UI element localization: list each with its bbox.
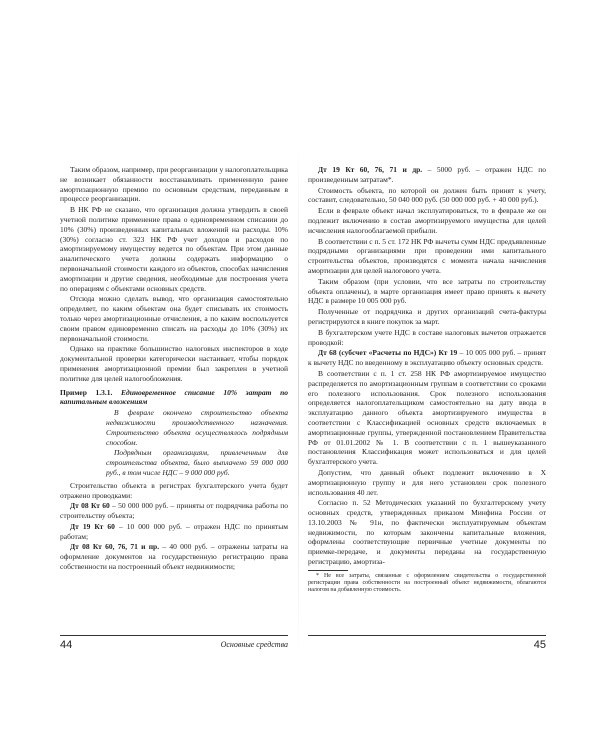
posting-text: – 5000 руб. – отражен НДС по произведенным затратам*. bbox=[308, 165, 546, 184]
posting-entry bbox=[60, 501, 288, 521]
example-body bbox=[60, 408, 288, 478]
page-number: 45 bbox=[533, 639, 546, 651]
paragraph: Таким образом, например, при реорганизации у налогоплательщика не возникает обязанности восстанавливать примененную ранее амортизационную премию по основным средствам, переданным в процессе реорганизации. bbox=[60, 165, 288, 204]
example-line: Подрядным организациям, привлеченным для строительства объекта, было выплачено 59 000 000 руб., в том числе НДС – 9 000 000 руб. bbox=[106, 448, 288, 477]
example-heading: Единовременное списание 10% затрат по капитальным вложениям bbox=[60, 387, 288, 407]
left-page-footer bbox=[60, 635, 288, 652]
right-page-body bbox=[308, 165, 546, 635]
posting-text: – 10 000 000 руб. – отражен НДС по принятым работам; bbox=[60, 521, 288, 541]
posting-text: – 10 005 000 руб. – принят к вычету НДС по введенному в эксплуатацию объекту основных средств. bbox=[308, 348, 546, 368]
posting-accounts: Дт 08 Кт 60, 76, 71 и пр. bbox=[70, 542, 160, 552]
paragraph: Таким образом (при условии, что все затраты по строительству объекта оплачены), в марте организация имеет право принять к вычету НДС в размере 10 005 000 руб. bbox=[308, 276, 546, 306]
posting-entry bbox=[60, 522, 288, 542]
paragraph: В НК РФ не сказано, что организация должна утвердить в своей учетной политике применение права о единовременном списании до 10% (30%) произведенных капитальных вложений на расходы. 10% (30%) согласно ст. 323 НК РФ учет доходов и расходов по амортизируемому имуществу ведется по объектам. При этом данные аналитического учета должны содержать информацию о первоначальной стоимости каждого из объектов, способах начисления амортизации и другие сведения, необходимые для построения учета по операциям с объектами основных средств. bbox=[60, 205, 288, 293]
posting-entry bbox=[308, 165, 546, 185]
left-page-body bbox=[60, 165, 288, 635]
paragraph: В соответствии с п. 1 ст. 258 НК РФ амортизируемое имущество распределяется по амортизационным группам в соответствии со сроками его полезного использования. Срок полезного использования определяется налогоплательщиком самостоятельно на дату ввода в эксплуатацию данного объекта амортизируемого имущества в соответствии с Классификацией основных средств включаемых в амортизационные группы, утвержденной постановлением Правительства РФ от 01.01.2002 № 1. В соответствии с п. 1 вышеуказанного постановления Классификация может использоваться и для целей бухгалтерского учета. bbox=[308, 368, 546, 467]
example-label: Пример 1.3.1. bbox=[60, 387, 113, 397]
paragraph: Допустим, что данный объект подлежит включению в Х амортизационную группу и для него установлен срок полезного использования 40 лет. bbox=[308, 467, 546, 497]
example-title bbox=[60, 388, 288, 408]
running-section-title: Основные средства bbox=[220, 640, 288, 649]
right-page-footer bbox=[308, 635, 546, 652]
paragraph: В бухгалтерском учете НДС в составе налоговых вычетов отражается проводкой: bbox=[308, 327, 546, 347]
posting-entry bbox=[308, 348, 546, 368]
posting-accounts: Дт 19 Кт 60, 76, 71 и др. bbox=[318, 165, 423, 174]
posting-accounts: Дт 68 (субсчет «Расчеты по НДС») Кт 19 bbox=[318, 348, 458, 358]
footnote: * Не все затраты, связанные с оформлением свидетельства о государственной регистрации права собственности на построенный объект недвижимости, облагаются налогом на добавленную стоимость. bbox=[308, 572, 546, 594]
paragraph: Согласно п. 52 Методических указаний по бухгалтерскому учету основных средств, утвержденных приказом Минфина России от 13.10.2003 № 91н, по фактически эксплуатируемым объектам недвижимости, по которым закончены капитальные вложения, оформлены соответствующие первичные учетные документы по приемке-передаче, и документы переданы на государственную регистрацию, амортиза- bbox=[308, 498, 546, 567]
paragraph: Стоимость объекта, по которой он должен быть принят к учету, составит, следовательно, 50 040 000 руб. (50 000 000 руб. + 40 000 руб.). bbox=[308, 185, 546, 205]
page-number: 44 bbox=[60, 639, 73, 651]
example-line: В феврале окончено строительство объекта недвижимости производственного назначения. Строительство объекта осуществлялось подрядным способом. bbox=[106, 408, 288, 447]
paragraph: В соответствии с п. 5 ст. 172 НК РФ вычеты сумм НДС предъявленные подрядными организациями при проведении ими капитального строительства объектов, производятся с момента начала начисления амортизации для целей налогового учета. bbox=[308, 236, 546, 275]
posting-text: – 50 000 000 руб. – приняты от подрядчика работы по строительству объекта; bbox=[60, 501, 288, 521]
book-gutter bbox=[298, 140, 299, 660]
posting-accounts: Дт 19 Кт 60 bbox=[70, 521, 115, 531]
posting-text: – 40 000 руб. – отражены затраты на оформление документов на государственную регистрацию права собственности на построенный объект недвижимости; bbox=[60, 542, 288, 572]
footnote-rule bbox=[308, 570, 348, 571]
posting-entry bbox=[60, 542, 288, 571]
paragraph: Если в феврале объект начал эксплуатироваться, то в феврале же он подлежит включению в состав амортизируемого имущества для целей исчисления налогооблагаемой прибыли. bbox=[308, 206, 546, 235]
paragraph: Однако на практике большинство налоговых инспекторов в ходе документальной проверки категорически настаивает, чтобы порядок применения амортизационной премии был закреплен в учетной политике для целей налогообложения. bbox=[60, 344, 288, 383]
paragraph: Полученные от подрядчика и других организаций счета-фактуры регистрируются в книге покупок за март. bbox=[308, 307, 546, 326]
paragraph: Отсюда можно сделать вывод, что организация самостоятельно определяет, по каким объектам она будет списывать их стоимость только через амортизационные отчисления, а по каким воспользуется своим правом единовременно списать на расходы до 10% (30%) их первоначальной стоимости. bbox=[60, 294, 288, 343]
paragraph: Строительство объекта в регистрах бухгалтерского учета будет отражено проводками: bbox=[60, 480, 288, 500]
posting-accounts: Дт 08 Кт 60 bbox=[70, 501, 110, 511]
